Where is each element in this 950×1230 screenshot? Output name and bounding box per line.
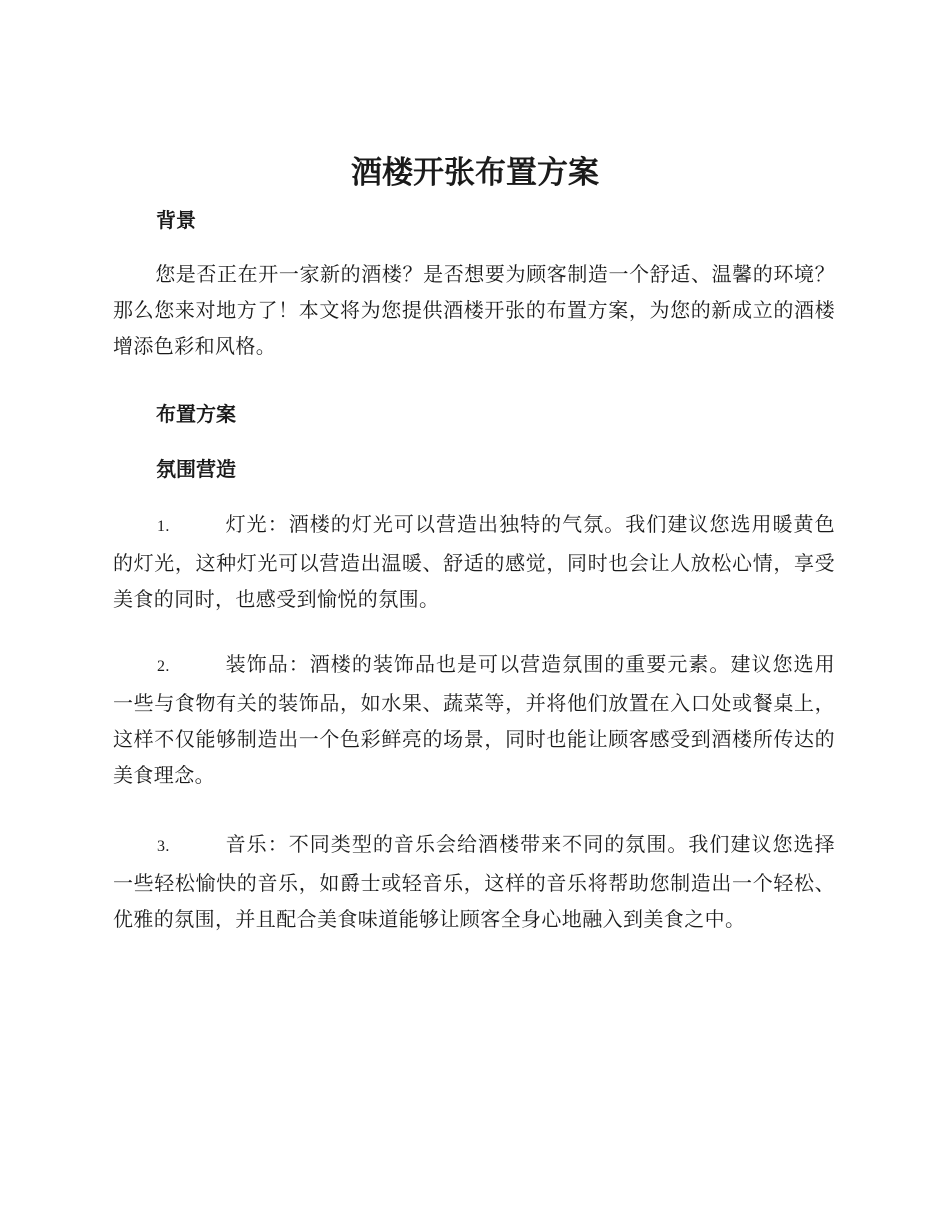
- section-heading-background: 背景: [156, 208, 196, 232]
- list-item: [113, 826, 835, 937]
- list-item-text: 音乐：不同类型的音乐会给酒楼带来不同的氛围。我们建议您选择一些轻松愉快的音乐，如爵士或轻音乐，这样的音乐将帮助您制造出一个轻松、优雅的氛围，并且配合美食味道能够让顾客全身心地融入到美食之中。: [113, 832, 835, 931]
- document-title: 酒楼开张布置方案: [351, 155, 599, 191]
- background-paragraph: [113, 256, 835, 364]
- list-item-number: 3.: [157, 838, 170, 855]
- list-item-text: 灯光：酒楼的灯光可以营造出独特的气氛。我们建议您选用暖黄色的灯光，这种灯光可以营造出温暖、舒适的感觉，同时也会让人放松心情，享受美食的同时，也感受到愉悦的氛围。: [113, 512, 835, 611]
- list-item: [113, 646, 835, 793]
- list-item-number: 2.: [157, 658, 170, 675]
- background-text: 您是否正在开一家新的酒楼？是否想要为顾客制造一个舒适、温馨的环境？那么您来对地方了！本文将为您提供酒楼开张的布置方案，为您的新成立的酒楼增添色彩和风格。: [113, 262, 835, 358]
- list-item: [113, 506, 835, 617]
- section-heading-atmosphere: 氛围营造: [156, 457, 236, 481]
- list-item-number: 1.: [157, 518, 170, 535]
- list-item-text: 装饰品：酒楼的装饰品也是可以营造氛围的重要元素。建议您选用一些与食物有关的装饰品，如水果、蔬菜等，并将他们放置在入口处或餐桌上，这样不仅能够制造出一个色彩鲜亮的场景，同时也能让顾客感受到酒楼所传达的美食理念。: [113, 652, 835, 787]
- section-heading-plan: 布置方案: [156, 402, 236, 426]
